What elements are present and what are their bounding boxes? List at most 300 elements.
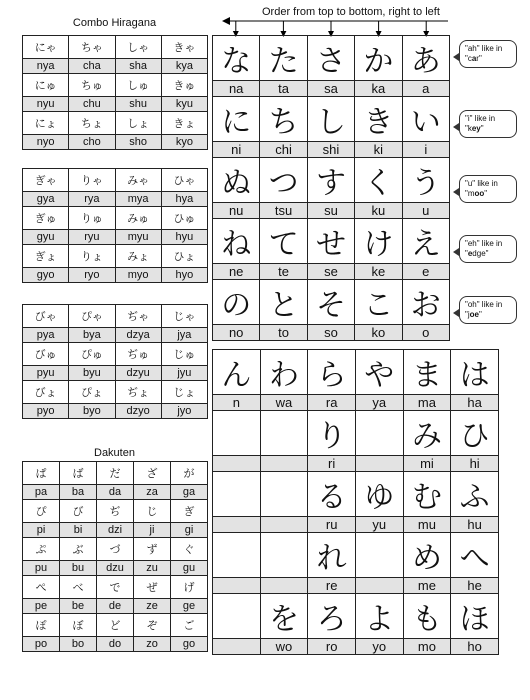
romaji-cell: sha (115, 59, 161, 74)
romaji-cell: ko (355, 325, 402, 341)
note-text: " (480, 124, 484, 133)
combo-kana-row (23, 207, 208, 230)
kana-cell: みゅ (115, 207, 161, 230)
dakuten-romaji-row (23, 523, 208, 538)
kana-cell: げ (171, 576, 208, 599)
vowel-pronunciation-note (459, 110, 517, 138)
dakuten-romaji-row (23, 637, 208, 652)
kana-cell: や (355, 350, 403, 395)
combo-hiragana-block (22, 304, 208, 419)
note-text: "u" like in " (465, 179, 498, 198)
romaji-cell: myu (115, 230, 161, 245)
kana-cell: ひょ (161, 245, 207, 268)
romaji-cell: byu (69, 366, 115, 381)
kana-cell: べ (60, 576, 97, 599)
kana-cell: ぜ (134, 576, 171, 599)
kana-cell: よ (355, 594, 403, 639)
romaji-cell: go (171, 637, 208, 652)
romaji-cell: jyu (161, 366, 207, 381)
romaji-cell: rya (69, 192, 115, 207)
main-hiragana-table-bottom (212, 349, 499, 655)
romaji-cell: pi (23, 523, 60, 538)
romaji-cell: da (97, 485, 134, 500)
kana-cell: た (260, 36, 307, 81)
romaji-cell: n (213, 395, 261, 411)
kana-cell: しょ (115, 112, 161, 135)
romaji-cell: pa (23, 485, 60, 500)
romaji-cell: i (402, 142, 449, 158)
kana-cell: ぴゃ (69, 305, 115, 328)
romaji-cell: pyo (23, 404, 69, 419)
kana-cell: ひ (451, 411, 499, 456)
romaji-cell: ma (403, 395, 451, 411)
combo-kana-row (23, 169, 208, 192)
kana-cell: ぢょ (115, 381, 161, 404)
romaji-cell: ki (355, 142, 402, 158)
combo-romaji-row (23, 135, 208, 150)
kana-cell: りゅ (69, 207, 115, 230)
romaji-cell: re (308, 578, 356, 594)
dakuten-title: Dakuten (94, 447, 135, 459)
main-romaji-row (213, 142, 450, 158)
combo-kana-row (23, 343, 208, 366)
note-text: " (484, 189, 488, 198)
kana-cell: せ (307, 219, 354, 264)
main-romaji-row (213, 81, 450, 97)
kana-cell: に (213, 97, 260, 142)
main-kana-row (213, 97, 450, 142)
note-text: "oh" like in " (465, 300, 503, 319)
combo-romaji-row (23, 268, 208, 283)
romaji-cell: ya (355, 395, 403, 411)
dakuten-kana-row (23, 576, 208, 599)
kana-cell: お (402, 280, 449, 325)
romaji-cell: ne (213, 264, 260, 280)
romaji-cell: gya (23, 192, 69, 207)
romaji-cell: he (451, 578, 499, 594)
kana-cell: り (308, 411, 356, 456)
romaji-cell: yu (355, 517, 403, 533)
romaji-cell: zo (134, 637, 171, 652)
romaji-cell: cho (69, 135, 115, 150)
kana-cell: が (171, 462, 208, 485)
kana-cell: りゃ (69, 169, 115, 192)
note-text: c (467, 54, 472, 63)
romaji-cell: myo (115, 268, 161, 283)
kana-cell: ぢ (97, 500, 134, 523)
romaji-cell: ga (171, 485, 208, 500)
romaji-cell: cha (69, 59, 115, 74)
romaji-cell: hu (451, 517, 499, 533)
romaji-cell (355, 578, 403, 594)
kana-cell: め (403, 533, 451, 578)
kana-cell: ちょ (69, 112, 115, 135)
combo-hiragana-block (22, 35, 208, 150)
vowel-pronunciation-note (459, 296, 517, 324)
romaji-cell: ka (355, 81, 402, 97)
kana-cell: みょ (115, 245, 161, 268)
kana-cell: じょ (161, 381, 207, 404)
romaji-cell: pyu (23, 366, 69, 381)
kana-cell: りょ (69, 245, 115, 268)
note-emphasis: a (471, 54, 477, 63)
romaji-cell: dzyu (115, 366, 161, 381)
romaji-cell: ji (134, 523, 171, 538)
kana-cell: こ (355, 280, 402, 325)
romaji-cell: mu (403, 517, 451, 533)
romaji-cell: ho (451, 639, 499, 655)
kana-cell: ざ (134, 462, 171, 485)
kana-cell: ん (213, 350, 261, 395)
kana-cell: か (355, 36, 402, 81)
kana-cell (260, 411, 308, 456)
kana-cell: ふ (451, 472, 499, 517)
romaji-cell: shi (307, 142, 354, 158)
romaji-cell: mo (403, 639, 451, 655)
kana-cell: さ (307, 36, 354, 81)
kana-cell (213, 533, 261, 578)
kana-cell (260, 533, 308, 578)
main-romaji-row (213, 578, 499, 594)
kana-cell: ぶ (60, 538, 97, 561)
note-text: r" (476, 54, 482, 63)
kana-cell: にゃ (23, 36, 69, 59)
main-kana-row (213, 36, 450, 81)
romaji-cell: kyo (161, 135, 207, 150)
kana-cell: きょ (161, 112, 207, 135)
combo-kana-row (23, 112, 208, 135)
kana-cell: て (260, 219, 307, 264)
main-kana-row (213, 350, 499, 395)
romaji-cell: se (307, 264, 354, 280)
romaji-cell: ba (60, 485, 97, 500)
romaji-cell: hyo (161, 268, 207, 283)
combo-romaji-row (23, 404, 208, 419)
kana-cell: で (97, 576, 134, 599)
romaji-cell: sho (115, 135, 161, 150)
romaji-cell: shu (115, 97, 161, 112)
note-text: m (467, 189, 475, 198)
note-emphasis: oe (469, 310, 479, 319)
romaji-cell: a (402, 81, 449, 97)
kana-cell: みゃ (115, 169, 161, 192)
kana-cell: う (402, 158, 449, 203)
romaji-cell: yo (355, 639, 403, 655)
kana-cell: にゅ (23, 74, 69, 97)
kana-cell: の (213, 280, 260, 325)
kana-cell: ちゅ (69, 74, 115, 97)
romaji-cell: wa (260, 395, 308, 411)
kana-cell: ど (97, 614, 134, 637)
romaji-cell: hya (161, 192, 207, 207)
note-text: "eh" like in " (465, 239, 503, 258)
romaji-cell: de (97, 599, 134, 614)
romaji-cell: o (402, 325, 449, 341)
combo-kana-row (23, 381, 208, 404)
combo-kana-row (23, 305, 208, 328)
kana-cell: あ (402, 36, 449, 81)
combo-kana-row (23, 74, 208, 97)
kana-cell: わ (260, 350, 308, 395)
romaji-cell: bya (69, 328, 115, 343)
romaji-cell (213, 639, 261, 655)
note-text: k (467, 124, 472, 133)
romaji-cell: be (60, 599, 97, 614)
main-romaji-row (213, 517, 499, 533)
kana-cell: ぢゃ (115, 305, 161, 328)
kana-cell: しゃ (115, 36, 161, 59)
romaji-cell: za (134, 485, 171, 500)
dakuten-kana-row (23, 614, 208, 637)
kana-cell: づ (97, 538, 134, 561)
vowel-pronunciation-note (459, 175, 517, 203)
combo-romaji-row (23, 192, 208, 207)
combo-romaji-row (23, 328, 208, 343)
kana-cell: ゆ (355, 472, 403, 517)
romaji-cell: mi (403, 456, 451, 472)
romaji-cell: kya (161, 59, 207, 74)
kana-cell (260, 472, 308, 517)
romaji-cell: ra (308, 395, 356, 411)
kana-cell: ば (60, 462, 97, 485)
main-kana-row (213, 472, 499, 517)
romaji-cell: pya (23, 328, 69, 343)
romaji-cell: sa (307, 81, 354, 97)
note-text: dge" (472, 249, 489, 258)
kana-cell (355, 411, 403, 456)
combo-romaji-row (23, 59, 208, 74)
dakuten-kana-row (23, 462, 208, 485)
romaji-cell: chi (260, 142, 307, 158)
dakuten-romaji-row (23, 599, 208, 614)
kana-cell: な (213, 36, 260, 81)
romaji-cell: ha (451, 395, 499, 411)
main-romaji-row (213, 639, 499, 655)
romaji-cell: dzya (115, 328, 161, 343)
romaji-cell: gyu (23, 230, 69, 245)
kana-cell: ぴゅ (69, 343, 115, 366)
main-romaji-row (213, 395, 499, 411)
romaji-cell: ryu (69, 230, 115, 245)
kana-cell: ら (308, 350, 356, 395)
romaji-cell: ze (134, 599, 171, 614)
main-kana-row (213, 158, 450, 203)
kana-cell: ぷ (23, 538, 60, 561)
combo-kana-row (23, 245, 208, 268)
romaji-cell (213, 456, 261, 472)
romaji-cell: jyo (161, 404, 207, 419)
note-text: "ah" like in " (465, 44, 503, 63)
romaji-cell: bi (60, 523, 97, 538)
romaji-cell: te (260, 264, 307, 280)
romaji-cell: pu (23, 561, 60, 576)
romaji-cell: tsu (260, 203, 307, 219)
romaji-cell: dzu (97, 561, 134, 576)
romaji-cell (355, 456, 403, 472)
main-kana-row (213, 533, 499, 578)
romaji-cell: ge (171, 599, 208, 614)
kana-cell: く (355, 158, 402, 203)
romaji-cell: ta (260, 81, 307, 97)
kana-cell: ぽ (23, 614, 60, 637)
romaji-cell: nu (213, 203, 260, 219)
kana-cell: び (60, 500, 97, 523)
kana-cell: れ (308, 533, 356, 578)
romaji-cell: ku (355, 203, 402, 219)
romaji-cell: mya (115, 192, 161, 207)
kana-cell: きゃ (161, 36, 207, 59)
main-kana-row (213, 411, 499, 456)
kana-cell: そ (307, 280, 354, 325)
dakuten-romaji-row (23, 561, 208, 576)
romaji-cell: chu (69, 97, 115, 112)
note-text: " (478, 310, 482, 319)
vowel-pronunciation-note (459, 40, 517, 68)
kana-cell: ぱ (23, 462, 60, 485)
kana-cell: びょ (23, 381, 69, 404)
romaji-cell: u (402, 203, 449, 219)
romaji-cell: to (260, 325, 307, 341)
kana-cell: じ (134, 500, 171, 523)
romaji-cell: ro (308, 639, 356, 655)
kana-cell: き (355, 97, 402, 142)
kana-cell: ぢゅ (115, 343, 161, 366)
kana-cell: い (402, 97, 449, 142)
romaji-cell: su (307, 203, 354, 219)
romaji-cell: gu (171, 561, 208, 576)
romaji-cell: jya (161, 328, 207, 343)
romaji-cell (213, 517, 261, 533)
romaji-cell (213, 578, 261, 594)
kana-cell: ま (403, 350, 451, 395)
romaji-cell: hi (451, 456, 499, 472)
romaji-cell: wo (260, 639, 308, 655)
kana-cell: ぺ (23, 576, 60, 599)
kana-cell: ぼ (60, 614, 97, 637)
kana-cell: ぐ (171, 538, 208, 561)
kana-cell (213, 411, 261, 456)
kana-cell: ち (260, 97, 307, 142)
kana-cell: へ (451, 533, 499, 578)
romaji-cell (260, 456, 308, 472)
romaji-cell: bu (60, 561, 97, 576)
main-romaji-row (213, 456, 499, 472)
kana-cell: つ (260, 158, 307, 203)
romaji-cell: nya (23, 59, 69, 74)
main-kana-row (213, 594, 499, 639)
combo-romaji-row (23, 366, 208, 381)
romaji-cell: po (23, 637, 60, 652)
romaji-cell: ri (308, 456, 356, 472)
main-hiragana-table-top (212, 35, 450, 341)
kana-cell: を (260, 594, 308, 639)
romaji-cell (260, 578, 308, 594)
order-note: Order from top to bottom, right to left (262, 6, 440, 18)
kana-cell: びゃ (23, 305, 69, 328)
kana-cell: む (403, 472, 451, 517)
kana-cell (213, 472, 261, 517)
romaji-cell: kyu (161, 97, 207, 112)
kana-cell: ぎゅ (23, 207, 69, 230)
romaji-cell: gyo (23, 268, 69, 283)
kana-cell: ご (171, 614, 208, 637)
romaji-cell: na (213, 81, 260, 97)
note-emphasis: ey (471, 124, 481, 133)
romaji-cell: ryo (69, 268, 115, 283)
main-kana-row (213, 280, 450, 325)
kana-cell: ほ (451, 594, 499, 639)
note-text: "i" like in " (465, 114, 496, 133)
kana-cell: け (355, 219, 402, 264)
romaji-cell: dzi (97, 523, 134, 538)
main-romaji-row (213, 325, 450, 341)
kana-cell (213, 594, 261, 639)
romaji-cell (260, 517, 308, 533)
romaji-cell: e (402, 264, 449, 280)
kana-cell: だ (97, 462, 134, 485)
kana-cell (355, 533, 403, 578)
kana-cell: じゅ (161, 343, 207, 366)
dakuten-kana-row (23, 538, 208, 561)
note-emphasis: e (467, 249, 473, 258)
romaji-cell: ru (308, 517, 356, 533)
kana-cell: ぎゃ (23, 169, 69, 192)
romaji-cell: nyo (23, 135, 69, 150)
romaji-cell: no (213, 325, 260, 341)
kana-cell: す (307, 158, 354, 203)
combo-hiragana-title: Combo Hiragana (72, 17, 157, 29)
kana-cell: きゅ (161, 74, 207, 97)
romaji-cell: ni (213, 142, 260, 158)
kana-cell: ぎ (171, 500, 208, 523)
romaji-cell: dzyo (115, 404, 161, 419)
romaji-cell: me (403, 578, 451, 594)
kana-cell: は (451, 350, 499, 395)
kana-cell: ひゃ (161, 169, 207, 192)
kana-cell: びゅ (23, 343, 69, 366)
combo-romaji-row (23, 97, 208, 112)
kana-cell: ぬ (213, 158, 260, 203)
kana-cell: にょ (23, 112, 69, 135)
kana-cell: しゅ (115, 74, 161, 97)
romaji-cell: nyu (23, 97, 69, 112)
romaji-cell: byo (69, 404, 115, 419)
kana-cell: ろ (308, 594, 356, 639)
kana-cell: じゃ (161, 305, 207, 328)
kana-cell: し (307, 97, 354, 142)
romaji-cell: do (97, 637, 134, 652)
dakuten-romaji-row (23, 485, 208, 500)
combo-kana-row (23, 36, 208, 59)
kana-cell: み (403, 411, 451, 456)
main-romaji-row (213, 264, 450, 280)
kana-cell: も (403, 594, 451, 639)
combo-romaji-row (23, 230, 208, 245)
kana-cell: と (260, 280, 307, 325)
romaji-cell: ke (355, 264, 402, 280)
kana-cell: ぴ (23, 500, 60, 523)
kana-cell: ぴょ (69, 381, 115, 404)
romaji-cell: so (307, 325, 354, 341)
kana-cell: え (402, 219, 449, 264)
kana-cell: ちゃ (69, 36, 115, 59)
vowel-pronunciation-note (459, 235, 517, 263)
main-romaji-row (213, 203, 450, 219)
note-text: j (467, 310, 470, 319)
combo-hiragana-block (22, 168, 208, 283)
kana-cell: ひゅ (161, 207, 207, 230)
dakuten-table (22, 461, 208, 652)
